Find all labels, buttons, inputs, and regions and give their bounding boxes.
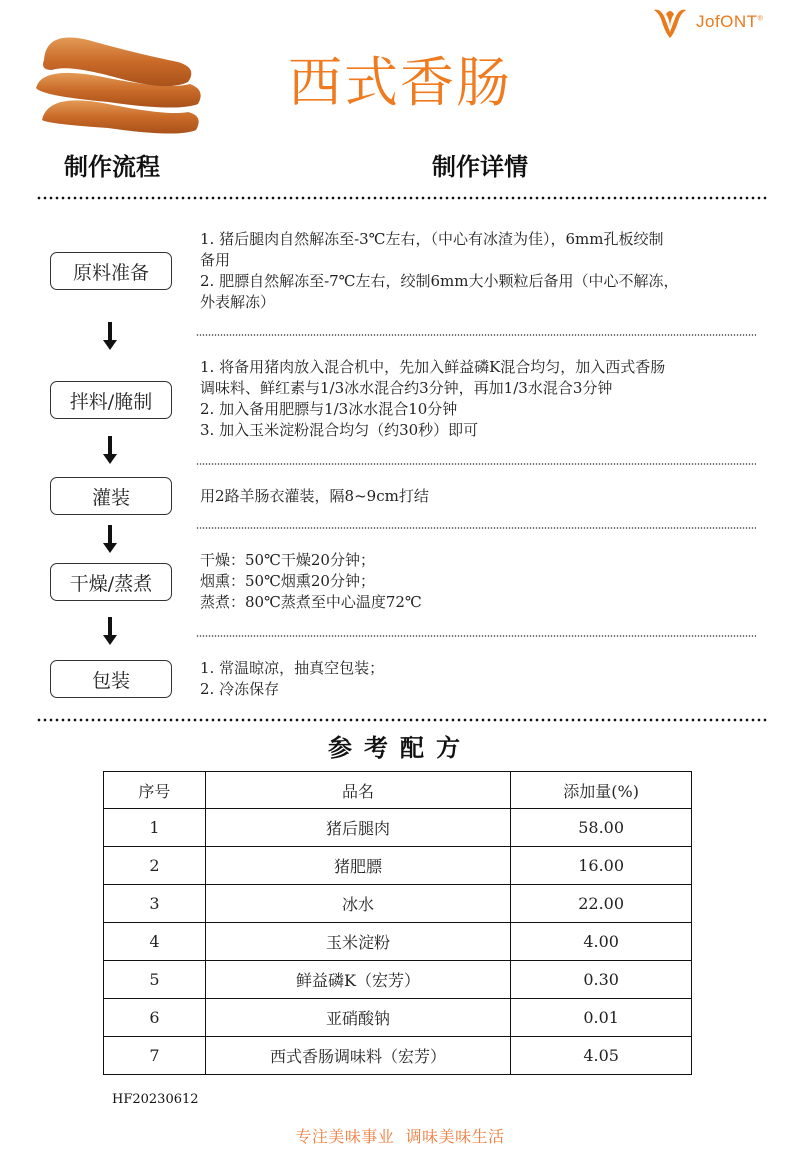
header-amount: 添加量(%) [511, 772, 692, 809]
detail-line: 3. 加入玉米淀粉混合均匀（约30秒）即可 [200, 421, 479, 439]
arrow-down-icon [103, 436, 117, 464]
table-header-row [104, 772, 692, 809]
cell-amount: 0.01 [511, 999, 692, 1037]
cell-name: 猪后腿肉 [205, 809, 510, 847]
arrow-down-icon [103, 525, 117, 553]
cell-name: 亚硝酸钠 [205, 999, 510, 1037]
cell-amount: 22.00 [511, 885, 692, 923]
cell-index: 7 [104, 1037, 206, 1075]
cell-amount: 4.00 [511, 923, 692, 961]
detail-line: 干燥：50℃干燥20分钟； [200, 551, 375, 569]
cell-amount: 16.00 [511, 847, 692, 885]
detail-line: 2. 加入备用肥膘与1/3冰水混合10分钟 [200, 400, 458, 418]
logo-mark-icon [652, 6, 688, 40]
cell-index: 3 [104, 885, 206, 923]
cell-index: 5 [104, 961, 206, 999]
detail-line: 2. 冷冻保存 [200, 680, 280, 698]
formula-title: 参考配方 [328, 734, 472, 762]
step-divider [196, 334, 756, 336]
step-divider [196, 635, 756, 637]
detail-line: 外表解冻） [200, 293, 276, 311]
detail-line: 烟熏：50℃烟熏20分钟； [200, 572, 375, 590]
cell-amount: 0.30 [511, 961, 692, 999]
detail-line: 1. 将备用猪肉放入混合机中，先加入鲜益磷K混合均匀，加入西式香肠 [200, 358, 666, 376]
cell-index: 4 [104, 923, 206, 961]
detail-line: 蒸煮：80℃蒸煮至中心温度72℃ [200, 593, 422, 611]
formula-table [103, 771, 692, 1075]
step-detail-drying-cooking [200, 550, 760, 613]
detail-line: 用2路羊肠衣灌装，隔8~9cm打结 [200, 487, 429, 505]
section-divider [36, 718, 768, 722]
cell-amount: 4.05 [511, 1037, 692, 1075]
step-detail-packaging [200, 658, 760, 700]
table-row [104, 885, 692, 923]
document-code: HF20230612 [112, 1092, 199, 1107]
header-index: 序号 [104, 772, 206, 809]
table-row [104, 809, 692, 847]
step-label: 灌装 [91, 486, 130, 509]
step-label: 包装 [91, 669, 130, 692]
process-column-heading: 制作流程 [64, 153, 160, 181]
detail-line: 1. 猪后腿肉自然解冻至-3℃左右，（中心有冰渣为佳），6mm孔板绞制 [200, 230, 664, 248]
step-label: 干燥/蒸煮 [69, 572, 153, 595]
step-detail-filling [200, 486, 760, 507]
step-box-mixing-curing [50, 381, 172, 419]
arrow-down-icon [103, 617, 117, 645]
step-box-packaging [50, 660, 172, 698]
page-title: 西式香肠 [288, 51, 512, 114]
arrow-down-icon [103, 322, 117, 350]
detail-line: 1. 常温晾凉，抽真空包装； [200, 659, 385, 677]
details-column-heading: 制作详情 [432, 153, 528, 181]
detail-line: 调味料、鲜红素与1/3冰水混合约3分钟，再加1/3水混合3分钟 [200, 379, 613, 397]
header-name: 品名 [205, 772, 510, 809]
cell-index: 2 [104, 847, 206, 885]
cell-amount: 58.00 [511, 809, 692, 847]
cell-index: 6 [104, 999, 206, 1037]
table-row [104, 1037, 692, 1075]
detail-line: 备用 [200, 251, 231, 269]
step-divider [196, 527, 756, 529]
step-box-drying-cooking [50, 563, 172, 601]
step-detail-raw-material [200, 229, 760, 313]
table-row [104, 847, 692, 885]
step-label: 原料准备 [72, 261, 149, 284]
table-row [104, 923, 692, 961]
detail-line: 2. 肥膘自然解冻至-7℃左右，绞制6mm大小颗粒后备用（中心不解冻， [200, 272, 679, 290]
cell-index: 1 [104, 809, 206, 847]
cell-name: 猪肥膘 [205, 847, 510, 885]
step-label: 拌料/腌制 [69, 390, 153, 413]
step-divider [196, 463, 756, 465]
slogan: 专注美味事业 调味美味生活 [295, 1127, 505, 1146]
table-row [104, 961, 692, 999]
step-box-raw-material [50, 252, 172, 290]
section-divider [36, 196, 768, 200]
brand-logo [652, 4, 792, 40]
cell-name: 鲜益磷K（宏芳） [205, 961, 510, 999]
step-box-filling [50, 477, 172, 515]
step-detail-mixing-curing [200, 357, 760, 441]
cell-name: 冰水 [205, 885, 510, 923]
table-row [104, 999, 692, 1037]
logo-wordmark: JofONT® [696, 12, 764, 31]
cell-name: 西式香肠调味料（宏芳） [205, 1037, 510, 1075]
cell-name: 玉米淀粉 [205, 923, 510, 961]
